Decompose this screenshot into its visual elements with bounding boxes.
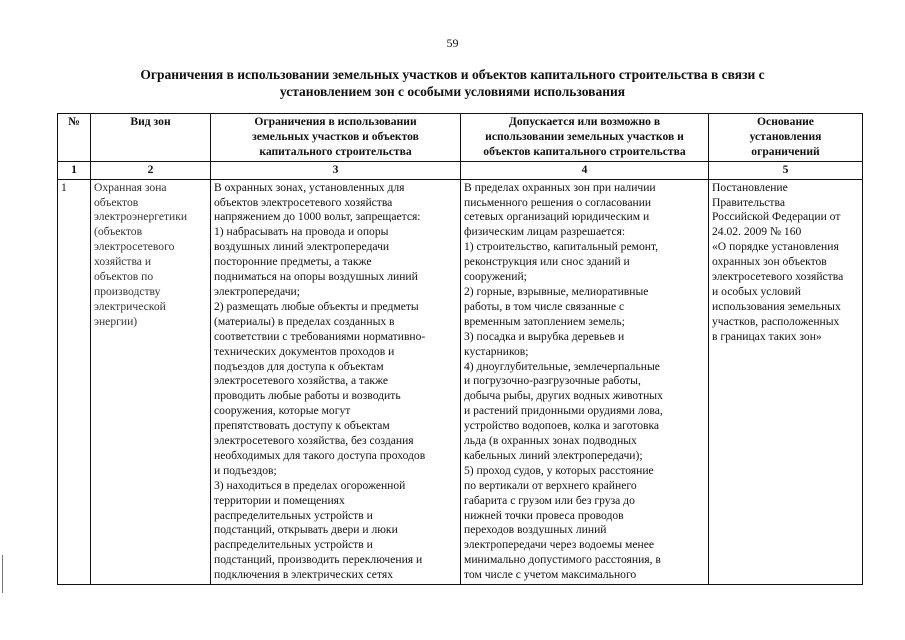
header-restrictions bbox=[211, 114, 461, 162]
cell-line: минимально допустимого расстояния, в bbox=[464, 553, 661, 567]
cell-line: Постановление bbox=[712, 180, 788, 194]
cell-line: «О порядке установления bbox=[712, 240, 839, 254]
cell-line: физическим лицам разрешается: bbox=[464, 225, 626, 239]
cell-line: производству bbox=[94, 284, 161, 298]
cell-line: охранных зон объектов bbox=[712, 255, 827, 269]
header-restrictions-line: Ограничения в использовании bbox=[254, 115, 417, 128]
cell-line: напряжением до 1000 вольт, запрещается: bbox=[214, 210, 421, 224]
document-title-line-2: установлением зон с особыми условиями использования bbox=[279, 84, 626, 99]
column-number: 2 bbox=[91, 161, 211, 179]
page-number: 59 bbox=[446, 36, 459, 50]
cell-line: электроэнергетики bbox=[94, 210, 188, 224]
header-basis-line: ограничений bbox=[751, 144, 820, 158]
cell-line: габарита с грузом или без груза до bbox=[464, 493, 635, 507]
cell-line: в границах таких зон» bbox=[712, 329, 822, 343]
cell-line: том числе с учетом максимального bbox=[464, 568, 637, 582]
cell-line: 24.02. 2009 № 160 bbox=[712, 225, 802, 239]
cell-line: работы, в том числе связанные с bbox=[464, 299, 625, 313]
restrictions-table bbox=[57, 113, 863, 585]
cell-line: 3) находиться в пределах огороженной bbox=[214, 478, 406, 492]
scan-edge-mark bbox=[2, 555, 9, 593]
header-allowed-line: объектов капитального строительства bbox=[483, 144, 686, 158]
cell-line: 5) проход судов, у которых расстояние bbox=[464, 463, 654, 477]
cell-line: 1) набрасывать на провода и опоры bbox=[214, 225, 389, 239]
cell-line: по вертикали от верхнего крайнего bbox=[464, 478, 637, 492]
cell-line: В пределах охранных зон при наличии bbox=[464, 180, 656, 194]
table-header-row bbox=[58, 114, 863, 162]
header-basis-line: Основание bbox=[757, 115, 814, 128]
cell-line: 1) строительство, капитальный ремонт, bbox=[464, 240, 659, 254]
cell-line: подниматься на опоры воздушных линий bbox=[214, 270, 418, 284]
cell-line: (материалы) в пределах созданных в bbox=[214, 314, 395, 328]
cell-line: Российской Федерации от bbox=[712, 210, 841, 224]
cell-line: и особых условий bbox=[712, 284, 801, 298]
cell-line: и погрузочно-разгрузочные работы, bbox=[464, 374, 641, 388]
header-zone-type: Вид зон bbox=[91, 114, 211, 162]
cell-line: 2) горные, взрывные, мелиоративные bbox=[464, 284, 649, 298]
cell-line: электросетевого bbox=[94, 240, 175, 254]
cell-line: В охранных зонах, установленных для bbox=[214, 180, 405, 194]
column-number: 3 bbox=[211, 161, 461, 179]
cell-line: участков, расположенных bbox=[712, 314, 840, 328]
basis-cell bbox=[709, 179, 863, 584]
cell-line: посторонние предметы, а также bbox=[214, 255, 372, 269]
cell-line: проводить любые работы и возводить bbox=[214, 389, 401, 403]
header-restrictions-line: капитального строительства bbox=[259, 144, 412, 158]
cell-line: 2) размещать любые объекты и предметы bbox=[214, 299, 419, 313]
column-number: 4 bbox=[461, 161, 709, 179]
cell-line: льда (в охранных зонах подводных bbox=[464, 434, 637, 448]
header-restrictions-line: земельных участков и объектов bbox=[252, 129, 419, 143]
cell-line: подъездов для доступа к объектам bbox=[214, 359, 384, 373]
cell-line: объектов по bbox=[94, 270, 154, 284]
cell-line: технических документов проходов и bbox=[214, 344, 395, 358]
cell-line: распределительных устройств и bbox=[214, 538, 373, 552]
cell-line: хозяйства и bbox=[94, 255, 152, 269]
cell-line: подстанций, производить переключения и bbox=[214, 553, 423, 567]
cell-line: сетевых организаций юридическим и bbox=[464, 210, 650, 224]
cell-line: временным затоплением земель; bbox=[464, 314, 625, 328]
cell-line: кабельных линий электропередачи); bbox=[464, 448, 643, 462]
cell-line: использования земельных bbox=[712, 299, 841, 313]
cell-line: воздушных линий электропередачи bbox=[214, 240, 390, 254]
cell-line: подстанций, открывать двери и люки bbox=[214, 523, 398, 537]
cell-line: подключения в электрических сетях bbox=[214, 568, 394, 582]
cell-line: устройство водопоев, колка и заготовка bbox=[464, 419, 660, 433]
cell-line: и растений придонными орудиями лова, bbox=[464, 404, 663, 418]
zone-type-cell bbox=[91, 179, 211, 584]
cell-line: электрической bbox=[94, 299, 166, 313]
cell-line: необходимых для такого доступа проходов bbox=[214, 448, 426, 462]
cell-line: сооружений; bbox=[464, 270, 527, 284]
cell-line: 3) посадка и вырубка деревьев и bbox=[464, 329, 625, 343]
cell-line: добыча рыбы, других водных животных bbox=[464, 389, 663, 403]
column-number: 1 bbox=[58, 161, 91, 179]
allowed-cell bbox=[461, 179, 709, 584]
cell-line: электросетевого хозяйства, а также bbox=[214, 374, 389, 388]
cell-line: электросетевого хозяйства, без создания bbox=[214, 434, 414, 448]
cell-line: Правительства bbox=[712, 195, 785, 209]
document-title bbox=[60, 66, 845, 100]
cell-line: кустарников; bbox=[464, 344, 529, 358]
cell-line: 4) дноуглубительные, землечерпальные bbox=[464, 359, 660, 373]
cell-line: распределительных устройств и bbox=[214, 508, 373, 522]
cell-line: Охранная зона bbox=[94, 180, 167, 194]
cell-line: объектов электросетевого хозяйства bbox=[214, 195, 393, 209]
cell-line: территории и помещениях bbox=[214, 493, 345, 507]
cell-line: переходов воздушных линий bbox=[464, 523, 607, 537]
cell-line: реконструкция или снос зданий и bbox=[464, 255, 630, 269]
cell-line: препятствовать доступу к объектам bbox=[214, 419, 390, 433]
header-allowed bbox=[461, 114, 709, 162]
cell-line: соответствии с требованиями нормативно- bbox=[214, 329, 426, 343]
table-row bbox=[58, 179, 863, 584]
document-title-line-1: Ограничения в использовании земельных участков и объектов капитального строительства в связи с bbox=[140, 67, 765, 82]
header-allowed-line: использовании земельных участков и bbox=[485, 129, 684, 143]
header-num: № bbox=[58, 114, 91, 162]
cell-line: сооружения, которые могут bbox=[214, 404, 351, 418]
cell-line: письменного решения о согласовании bbox=[464, 195, 652, 209]
restrictions-cell bbox=[211, 179, 461, 584]
column-number-row bbox=[58, 161, 863, 179]
cell-line: (объектов bbox=[94, 225, 143, 239]
cell-line: энергии) bbox=[94, 314, 138, 328]
cell-line: объектов bbox=[94, 195, 139, 209]
column-number: 5 bbox=[709, 161, 863, 179]
row-number: 1 bbox=[58, 179, 91, 584]
cell-line: и подъездов; bbox=[214, 463, 277, 477]
cell-line: электросетевого хозяйства bbox=[712, 270, 844, 284]
header-basis-line: установления bbox=[749, 129, 822, 143]
header-allowed-line: Допускается или возможно в bbox=[508, 115, 661, 128]
cell-line: электропередачи через водоемы менее bbox=[464, 538, 655, 552]
cell-line: нижней точки провеса проводов bbox=[464, 508, 624, 522]
header-basis bbox=[709, 114, 863, 162]
cell-line: электропередачи; bbox=[214, 284, 300, 298]
